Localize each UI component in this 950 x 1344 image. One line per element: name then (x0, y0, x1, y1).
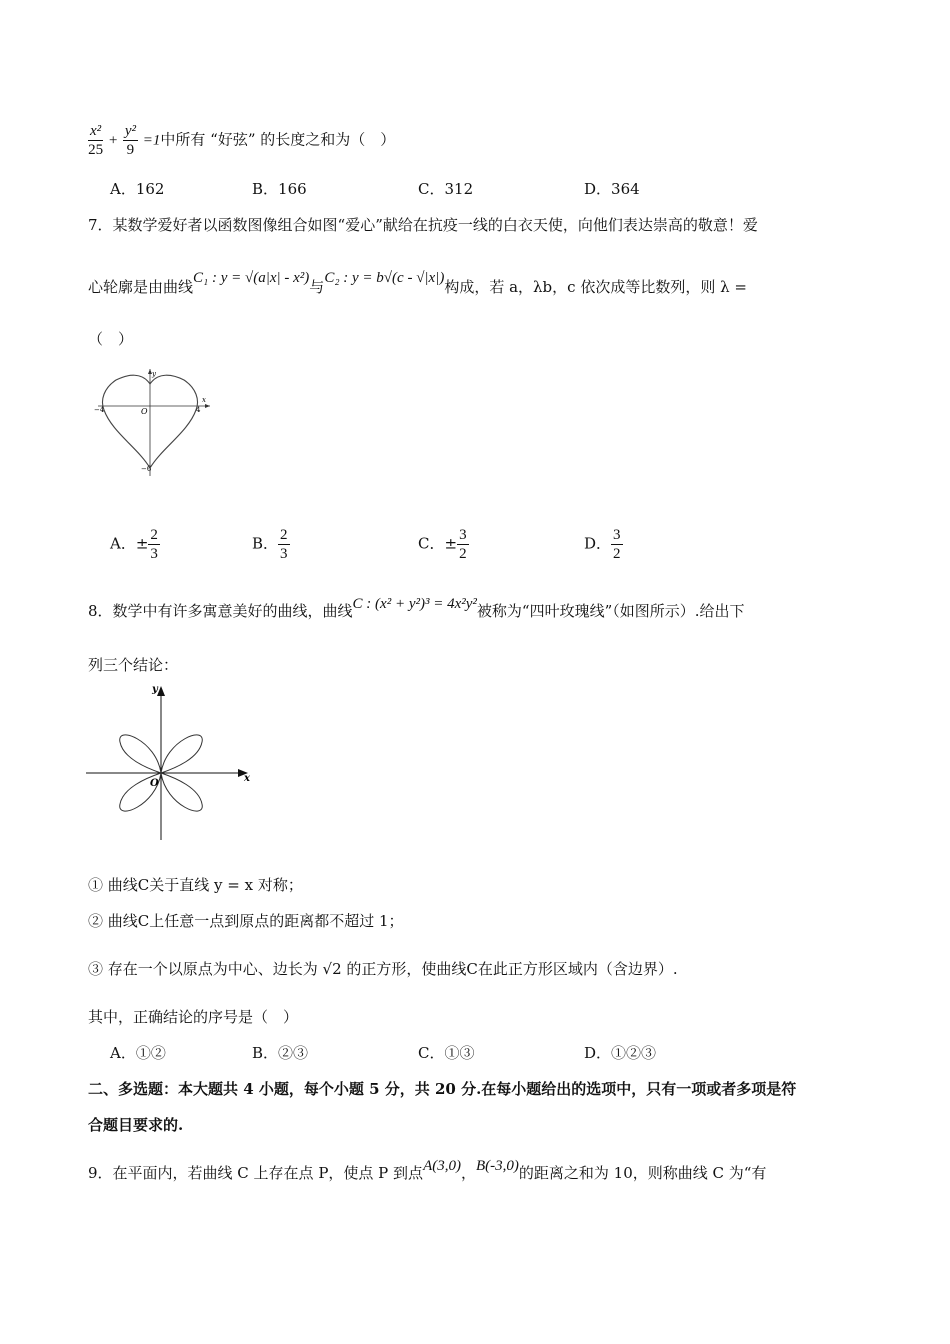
q8-line-1: 8．数学中有许多寓意美好的曲线，曲线C : (x² + y²)³ = 4x²y²被称为“四叶玫瑰线”（如图所示）.给出下 (88, 596, 745, 620)
q9-point-a: A(3,0) (423, 1158, 461, 1174)
fig8-x-label: x (244, 773, 250, 784)
q8-option-a[interactable]: A．①② (110, 1044, 166, 1062)
section2-heading-line-1: 二、多选题：本大题共 4 小题，每个小题 5 分，共 20 分.在每小题给出的选项中，只有一项或者多项是符 (88, 1080, 797, 1098)
fraction-y2-9: $\frac{\text{y²}}{9}$ (124, 123, 136, 158)
q8-option-d[interactable]: D．①②③ (584, 1044, 657, 1062)
fraction-x2-25: $\frac{\text{x²}}{25}$ (88, 123, 104, 158)
q8-line-2: 列三个结论： (88, 656, 179, 674)
q7-line-1: 7．某数学爱好者以函数图像组合如图“爱心”献给在抗疫一线的白衣天使，向他们表达崇高的敬意！爱 (88, 216, 758, 234)
fig7-y-label: y (152, 370, 156, 378)
q7-option-c[interactable]: C．± $\frac{3}{2}$ (418, 527, 467, 562)
q6-equation-line: $\frac{\text{x²}}{25}$ + $\frac{\text{y²}}{9}$ =1中所有 “好弦” 的长度之和为（ ） (88, 123, 396, 158)
q8-question: 其中，正确结论的序号是（ ） (88, 1008, 299, 1026)
x-axis-arrow (205, 404, 210, 408)
fig7-neg6-label: −6 (141, 465, 152, 473)
y-axis-arrow (157, 686, 165, 696)
q8-option-b[interactable]: B．②③ (252, 1044, 309, 1062)
q7-curve-c2: C₂ : y = b√(c - √|x|) (324, 270, 445, 286)
q9-line-1: 9．在平面内，若曲线 C 上存在点 P，使点 P 到点A(3,0)，B(-3,0)的距离之和为 10，则称曲线 C 为“有 (88, 1158, 767, 1182)
section2-heading-line-2: 合题目要求的. (88, 1116, 184, 1134)
fig7-pos4-label: 4 (196, 406, 201, 414)
q8-equation: C : (x² + y²)³ = 4x²y² (352, 596, 477, 612)
q6-option-d[interactable]: D．364 (584, 180, 640, 198)
q8-option-c[interactable]: C．①③ (418, 1044, 475, 1062)
q7-line-2: 心轮廓是由曲线C₁ : y = √(a|x| - x²)与C₂ : y = b√(c - √|x|)构成，若 a，λb，c 依次成等比数列，则 λ = (88, 270, 747, 296)
q7-curve-c1: C₁ : y = √(a|x| - x²) (193, 270, 310, 286)
q7-option-d[interactable]: D． $\frac{3}{2}$ (584, 527, 621, 562)
q7-paren: （ ） (88, 330, 134, 348)
fig8-origin-label: O (150, 778, 159, 789)
q7-option-b[interactable]: B． $\frac{2}{3}$ (252, 527, 288, 562)
heart-figure (90, 366, 220, 484)
rose-figure (86, 680, 256, 842)
q8-conclusion-2: ② 曲线C上任意一点到原点的距离都不超过 1； (88, 912, 404, 930)
q6-option-a[interactable]: A．162 (110, 180, 165, 198)
q6-question-text: 中所有 “好弦” 的长度之和为（ ） (160, 130, 396, 149)
fig7-neg4-label: −4 (94, 406, 105, 414)
q8-conclusion-3: ③ 存在一个以原点为中心、边长为 √2 的正方形，使曲线C在此正方形区域内（含边界）. (88, 960, 678, 978)
q8-conclusion-1: ① 曲线C关于直线 y = x 对称； (88, 876, 303, 894)
q7-option-a[interactable]: A．± $\frac{2}{3}$ (110, 527, 158, 562)
fig7-origin-label: O (141, 407, 148, 416)
q9-point-b: B(-3,0) (475, 1158, 519, 1174)
fig8-y-label: y (152, 684, 158, 695)
q6-option-c[interactable]: C．312 (418, 180, 474, 198)
q6-option-b[interactable]: B．166 (252, 180, 307, 198)
fig7-x-label: x (202, 396, 206, 404)
